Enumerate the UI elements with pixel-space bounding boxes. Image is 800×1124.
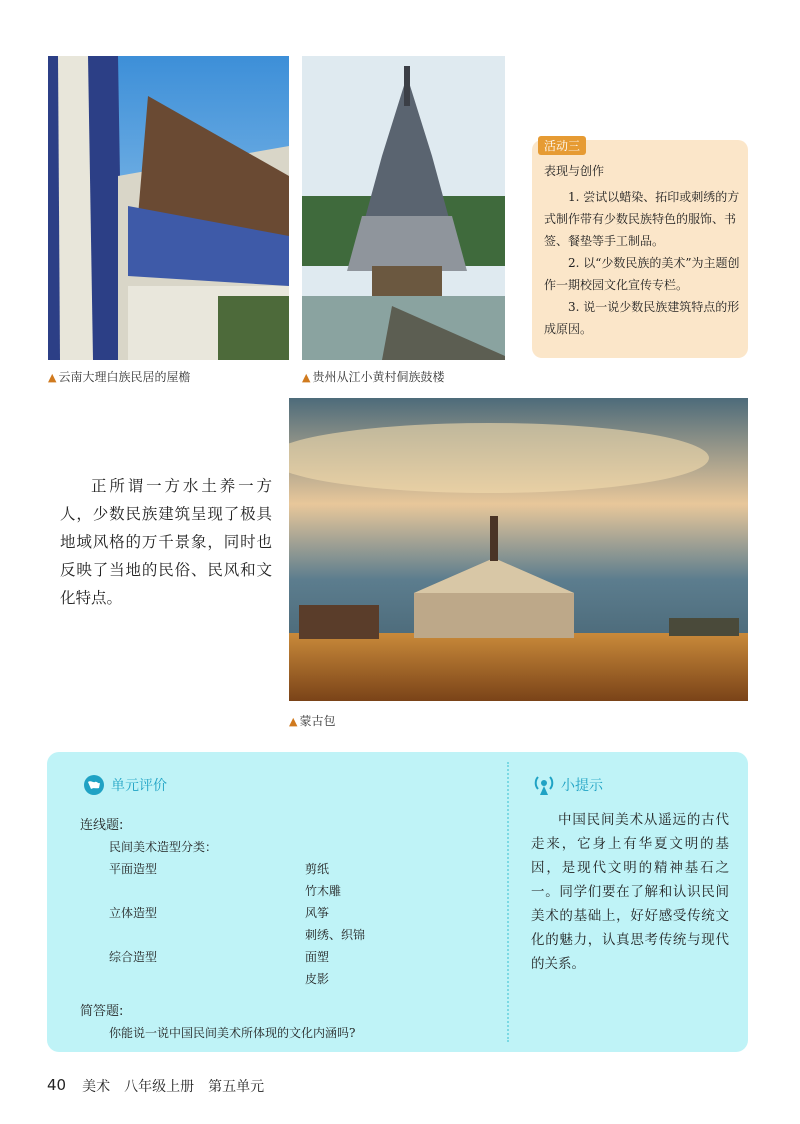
evaluation-title: 单元评价 — [83, 774, 167, 796]
photo2-caption: ▲ 贵州从江小黄村侗族鼓楼 — [302, 370, 445, 384]
body-paragraph: 正所谓一方水土养一方人，少数民族建筑呈现了极具地域风格的万千景象，同时也反映了当地的民俗、民风和文化特点。 — [60, 477, 272, 607]
photo3-caption: ▲ 蒙古包 — [289, 714, 336, 728]
panel-divider — [507, 762, 509, 1042]
activity-item: 1. 尝试以蜡染、拓印或刺绣的方式制作带有少数民族特色的服饰、书签、餐垫等手工制品。 — [544, 190, 740, 248]
globe-icon — [83, 774, 105, 796]
activity-tag: 活动三 — [538, 136, 586, 155]
footer-subject: 美术 — [82, 1079, 111, 1095]
tips-paragraph: 中国民间美术从遥远的古代走来，它身上有华夏文明的基因，是现代文明的精神基石之一。同学们要在了解和认识民间美术的基础上，好好感受传统文化的魅力，认真思考传统与现代的关系。 — [531, 812, 729, 972]
drum-tower-photo — [302, 56, 505, 360]
matching-label: 连线题: — [80, 818, 124, 833]
matching-intro: 民间美术造型分类： — [109, 840, 218, 854]
footer-unit: 第五单元 — [208, 1079, 265, 1095]
left-item: 平面造型 — [109, 862, 158, 876]
footer-grade: 八年级上册 — [124, 1079, 195, 1095]
photo1-caption: ▲ 云南大理白族民居的屋檐 — [48, 370, 191, 384]
caption-triangle-icon: ▲ — [289, 715, 298, 728]
activity-item: 2. 以“少数民族的美术”为主题创作一期校园文化宣传专栏。 — [544, 256, 740, 292]
right-item: 刺绣、织锦 — [305, 928, 366, 942]
tips-title: 小提示 — [533, 774, 603, 796]
right-item: 剪纸 — [305, 862, 330, 876]
activity-item: 3. 说一说少数民族建筑特点的形成原因。 — [544, 300, 740, 336]
activity-items — [544, 186, 740, 340]
page-number: 40 — [47, 1076, 67, 1094]
right-item: 面塑 — [305, 950, 330, 964]
caption-triangle-icon: ▲ — [48, 371, 57, 384]
activity-subhead: 表现与创作 — [544, 164, 605, 178]
activity-box — [532, 140, 748, 358]
evaluation-panel — [47, 752, 748, 1052]
short-answer-label: 简答题: — [80, 1004, 124, 1019]
signal-icon — [533, 774, 555, 796]
left-item: 立体造型 — [109, 906, 158, 920]
right-item: 皮影 — [305, 972, 330, 986]
left-item: 综合造型 — [109, 950, 158, 964]
right-item: 风筝 — [305, 906, 330, 920]
right-item: 竹木雕 — [305, 884, 342, 898]
bai-eaves-photo — [48, 56, 289, 360]
yurt-photo — [289, 398, 748, 701]
caption-triangle-icon: ▲ — [302, 371, 311, 384]
short-answer-question: 你能说一说中国民间美术所体现的文化内涵吗? — [109, 1026, 356, 1040]
page-footer — [47, 1076, 264, 1096]
